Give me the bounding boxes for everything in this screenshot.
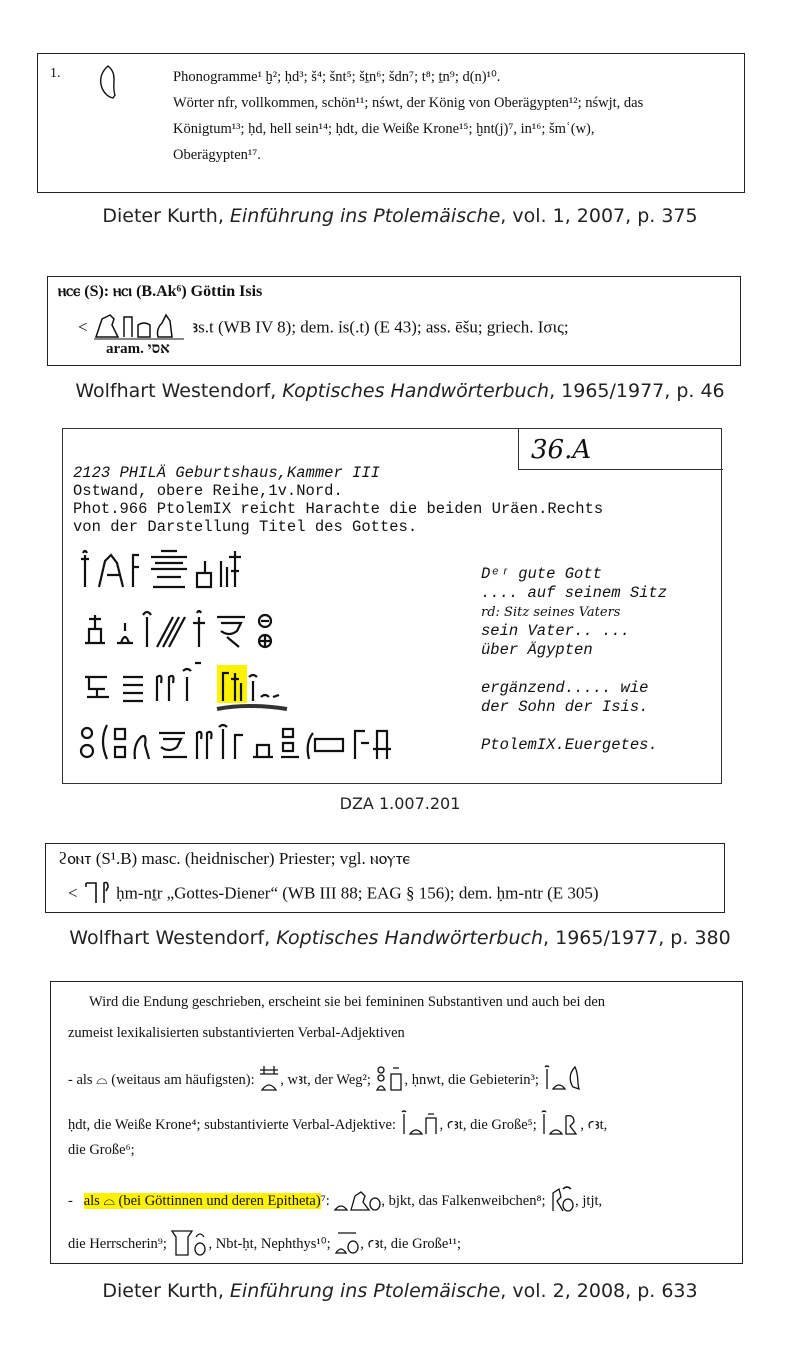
box1-line1: Phonogramme¹ ḫ²; ḥd³; š⁴; šnt⁵; šṯn⁶; šdn⁷; t⁸; ṯn⁹; d(n)¹⁰.: [173, 69, 501, 85]
caption-westendorf-p46: Wolfhart Westendorf, Koptisches Handwörterbuch, 1965/1977, p. 46: [75, 380, 725, 402]
box5-line: - als ⌓ (weitaus am häufigsten): , wꜣt, der Weg²; , ḥnwt, die Gebieterin³;: [68, 1064, 585, 1097]
box5-line: ḥdt, die Weiße Krone⁴; substantivierte Verbal-Adjektive: , ꜥꜣt, die Große⁵; , ꜥꜣt,: [68, 1110, 607, 1141]
caption-kurth-vol2: Dieter Kurth, Einführung ins Ptolemäische, vol. 2, 2008, p. 633: [102, 1280, 698, 1302]
slip-translation: Dᵉʳ gute Gott .... auf seinem Sitz rd: Sitz seines Vaters sein Vater.. ... über Ägypten ergänzend..... wie der Sohn der Isis. PtolemIX.Euergetes.: [481, 565, 668, 754]
nephthys-sign-icon: [170, 1227, 208, 1262]
highlighted-phrase: als ⌓ (bei Göttinnen und deren Epitheta): [83, 1192, 321, 1209]
hm-ntr-hieroglyph-icon: [82, 879, 112, 910]
hieroglyph-row-3: [77, 659, 297, 718]
box4-headword: ϩⲟⲛⲧ (S¹.B) masc. (heidnischer) Priester; vgl. ⲛⲟⲩⲧⲉ: [58, 849, 411, 868]
box5-line: zumeist lexikalisierten substantivierten Verbal-Adjektiven: [68, 1025, 405, 1041]
sovereign-sign-icon: [549, 1185, 575, 1218]
hieroglyph-row-4: [77, 719, 407, 770]
excerpt-box-westendorf-p380: [45, 843, 725, 913]
slip-header-line: Ostwand, obere Reihe,1v.Nord.: [73, 482, 343, 500]
box1-line2: Wörter nfr, vollkommen, schön¹¹; nśwt, der König von Oberägypten¹²; nśwjt, das: [173, 95, 644, 111]
archive-slip-dza: [62, 428, 722, 784]
excerpt-box-kurth-vol1: [37, 53, 745, 193]
slip-header-line: 2123 PHILÄ Geburtshaus,Kammer III: [73, 464, 380, 482]
slip-header-line: von der Darstellung Titel des Gottes.: [73, 518, 418, 536]
stamp-divider: [518, 469, 723, 470]
caption-dza: DZA 1.007.201: [339, 794, 461, 813]
handwritten-slip-number: 36.A: [531, 435, 592, 465]
great-sign-icon: [400, 1110, 440, 1141]
hieroglyph-row-1: [77, 547, 267, 596]
box2-aramaic: aram. אסי: [106, 341, 170, 357]
box1-line4: Oberägypten¹⁷.: [173, 147, 261, 163]
mistress-sign-icon: [375, 1064, 405, 1097]
entry-number: 1.: [50, 66, 61, 81]
box5-line: die Große⁶;: [68, 1142, 135, 1158]
road-sign-icon: [258, 1064, 280, 1097]
box2-headword: ⲏⲥⲉ (S): ⲏⲥⲓ (B.Ak⁶) Göttin Isis: [58, 283, 263, 300]
box2-etymology: < ꜣs.t (WB IV 8); dem. ỉs(.t) (E 43); ass. ēšu; griech. Ισις;: [78, 311, 569, 346]
hieroglyph-row-2: [77, 607, 327, 656]
great-feminine-sign-icon: [334, 1229, 360, 1260]
box5-line: die Herrscherin⁹; , Nbt-ḥt, Nephthys¹⁰; , ꜥꜣt, die Große¹¹;: [68, 1227, 461, 1262]
box5-line: - als ⌓ (bei Göttinnen und deren Epitheta)⁷: , bjkt, das Falkenweibchen⁸; , jtjt,: [68, 1185, 602, 1218]
great-goddess-sign-icon: [540, 1110, 580, 1141]
excerpt-box-westendorf-p46: [47, 276, 741, 366]
box1-line3: Königtum¹³; ḥd, hell sein¹⁴; ḥdt, die Weiße Krone¹⁵; ḫnt(j)⁷, in¹⁶; šmʿ(w),: [173, 121, 595, 137]
white-crown-sign-icon: [96, 64, 118, 105]
white-crown-group-icon: [543, 1065, 585, 1096]
box5-line: Wird die Endung geschrieben, erscheint sie bei femininen Substantiven und auch bei den: [89, 994, 606, 1010]
caption-kurth-vol1: Dieter Kurth, Einführung ins Ptolemäische, vol. 1, 2007, p. 375: [102, 205, 698, 227]
stamp-divider: [518, 429, 520, 469]
excerpt-box-kurth-vol2: [50, 981, 743, 1264]
caption-westendorf-p380: Wolfhart Westendorf, Koptisches Handwörterbuch, 1965/1977, p. 380: [69, 927, 731, 949]
falcon-sign-icon: [333, 1186, 381, 1217]
box4-etymology: < ḥm-nṯr „Gottes-Diener“ (WB III 88; EAG § 156); dem. ḥm-ntr (E 305): [68, 879, 599, 910]
slip-header-line: Phot.966 PtolemIX reicht Harachte die beiden Uräen.Rechts: [73, 500, 604, 518]
